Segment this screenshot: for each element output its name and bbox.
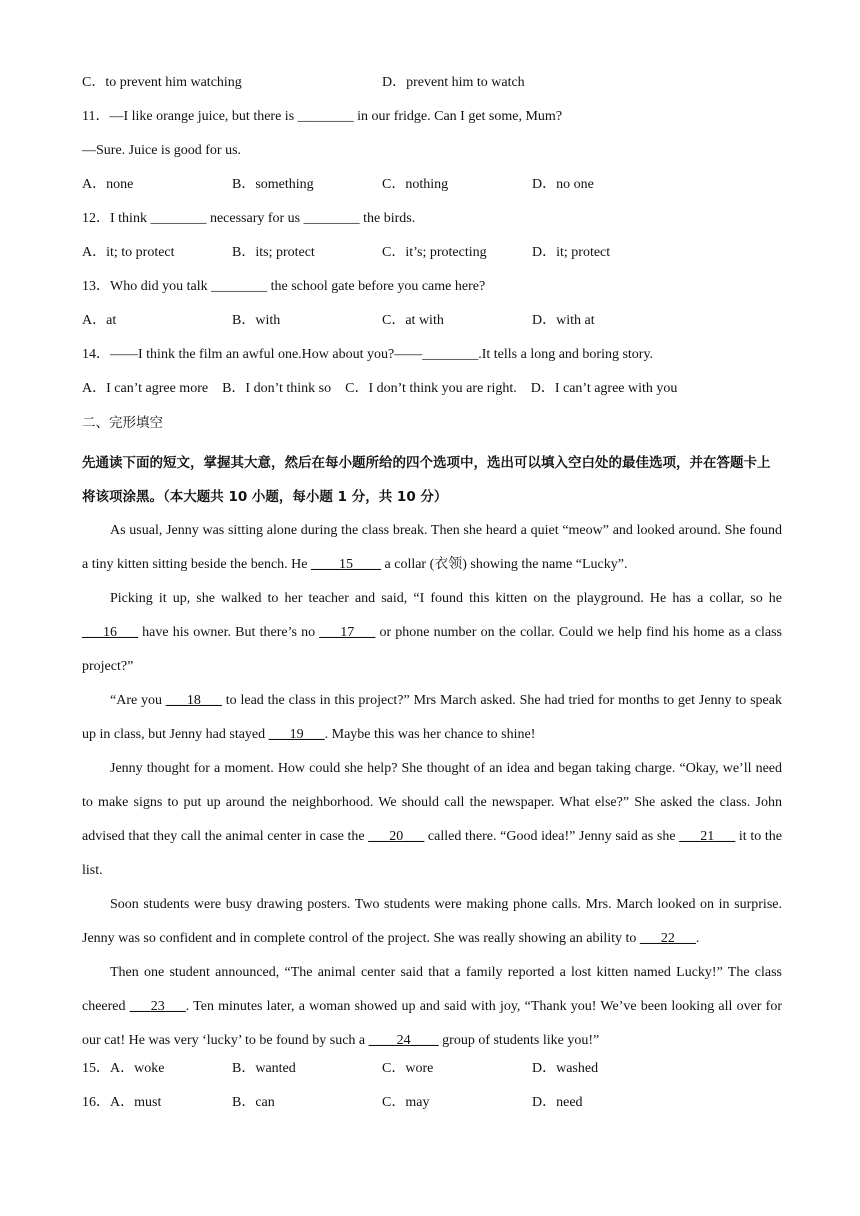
q16-options [82,1092,782,1126]
q10-options [82,72,782,106]
q15-option-d[interactable]: D．washed [532,1061,599,1076]
passage-paragraph-3: “Are you ___18___ to lead the class in this project?” Mrs March asked. She had tried for months to get Jenny to speak up in class, but Jenny had stayed ___19___. Maybe this was her chance to shine! [82,693,782,742]
blank-20: ___20___ [368,829,425,844]
passage-paragraph-6: Then one student announced, “The animal center said that a family reported a lost kitten named Lucky!” The class cheered ___23___. Ten minutes later, a woman showed up and said with joy, “Thank you! We’ve been looking all over for our cat! He was very ‘lucky’ to be found by such a ____24____ group of students like you!” [82,965,782,1048]
q13-stem: 13．Who did you talk ________ the school gate before you came here? [82,279,486,294]
q15-option-c[interactable]: C．wore [382,1061,434,1076]
q14-options [82,378,782,412]
q13-option-d[interactable]: D．with at [532,313,595,328]
q12-option-b[interactable]: B．its; protect [232,245,315,260]
passage-paragraph-5: Soon students were busy drawing posters. Two students were making phone calls. Mrs. March looked on in surprise. Jenny was so confident and in complete control of the project. She was really showing an ability to ___22___. [82,897,782,946]
q15-number: 15． [82,1061,110,1076]
blank-23: ___23___ [129,999,186,1014]
q16-option-a[interactable]: A．must [110,1095,162,1110]
blank-22: ___22___ [639,931,696,946]
q12-option-a[interactable]: A．it; to protect [82,245,175,260]
blank-19: ___19___ [268,727,325,742]
passage-paragraph-4: Jenny thought for a moment. How could she help? She thought of an idea and began taking charge. “Okay, we’ll need to make signs to put up around the neighborhood. We should call the newspaper. What else?” She asked the class. John advised that they call the animal center in case the ___20___ called there. “Good idea!” Jenny said as she ___21___ it to the list. [82,761,782,878]
section-title: 二、完形填空 [82,415,163,431]
q11-reply: —Sure. Juice is good for us. [82,143,242,158]
q14-option-a[interactable]: A．I can’t agree more [82,381,209,396]
q15-option-a[interactable]: A．woke [110,1061,165,1076]
q11-options [82,174,782,208]
q12-option-c[interactable]: C．it’s; protecting [382,245,487,260]
q10-option-c[interactable]: C．to prevent him watching [82,75,242,90]
q14-option-b[interactable]: B．I don’t think so [222,381,332,396]
q10-option-d[interactable]: D．prevent him to watch [382,75,525,90]
q16-number: 16． [82,1095,110,1110]
q16-option-b[interactable]: B．can [232,1095,275,1110]
q13-options [82,310,782,344]
q16-option-c[interactable]: C．may [382,1095,430,1110]
q12-options [82,242,782,276]
blank-24: ____24____ [368,1033,439,1048]
q15-options [82,1058,782,1092]
blank-15: ____15____ [311,557,382,572]
section-instructions: 先通读下面的短文，掌握其大意，然后在每小题所给的四个选项中，选出可以填入空白处的最佳选项，并在答题卡上将该项涂黑。（本大题共 10 小题，每小题 1 分，共 10 分） [82,455,771,505]
passage-paragraph-1: As usual, Jenny was sitting alone during the class break. Then she heard a quiet “meow” and looked around. She found a tiny kitten sitting beside the bench. He ____15____ a collar (衣领) showing the name “Lucky”. [82,523,782,572]
blank-16: ___16___ [82,625,138,640]
q15-first [82,1058,232,1092]
blank-21: ___21___ [679,829,736,844]
q13-option-b[interactable]: B．with [232,313,281,328]
q12-stem: 12．I think ________ necessary for us ________ the birds. [82,211,416,226]
q15-option-b[interactable]: B．wanted [232,1061,296,1076]
q14-stem: 14．——I think the film an awful one.How about you?——________.It tells a long and boring story. [82,347,654,362]
q11-option-c[interactable]: C．nothing [382,177,449,192]
q13-option-c[interactable]: C．at with [382,313,444,328]
blank-17: ___17___ [319,625,376,640]
q16-option-d[interactable]: D．need [532,1095,583,1110]
q11-option-a[interactable]: A．none [82,177,134,192]
q14-option-c[interactable]: C．I don’t think you are right. [345,381,517,396]
passage-paragraph-2: Picking it up, she walked to her teacher and said, “I found this kitten on the playground. He has a collar, so he ___16___ have his owner. But there’s no ___17___ or phone number on the collar. Could we help find his home as a class project?” [82,591,782,674]
blank-18: ___18___ [165,693,222,708]
q11-stem: 11．—I like orange juice, but there is ________ in our fridge. Can I get some, Mum? [82,109,563,124]
q14-option-d[interactable]: D．I can’t agree with you [530,381,678,396]
exam-page [82,72,782,1126]
q13-option-a[interactable]: A．at [82,313,117,328]
q12-option-d[interactable]: D．it; protect [532,245,611,260]
q16-first [82,1092,232,1126]
q11-option-d[interactable]: D．no one [532,177,594,192]
q11-option-b[interactable]: B．something [232,177,314,192]
